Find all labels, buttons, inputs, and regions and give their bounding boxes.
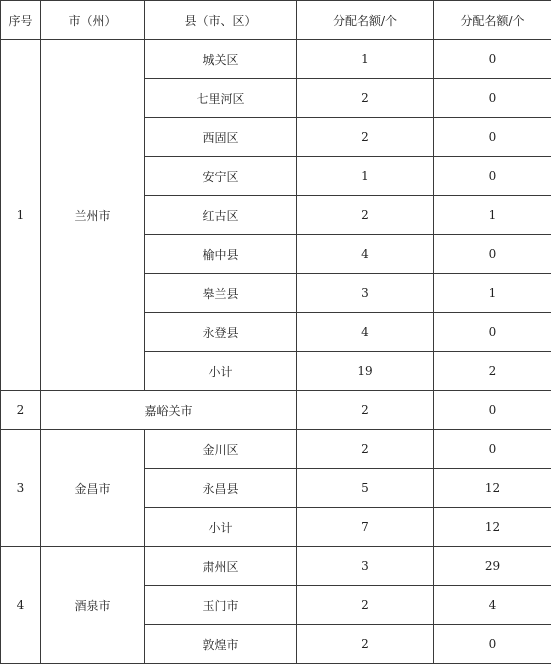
quota-b-cell: 4 xyxy=(434,586,551,625)
county-cell: 玉门市 xyxy=(145,586,297,625)
quota-a-cell: 2 xyxy=(297,625,434,664)
quota-b-cell: 2 xyxy=(434,352,551,391)
quota-b-cell: 1 xyxy=(434,274,551,313)
quota-a-cell: 1 xyxy=(297,40,434,79)
quota-a-cell: 2 xyxy=(297,586,434,625)
quota-a-cell: 2 xyxy=(297,430,434,469)
county-cell: 皋兰县 xyxy=(145,274,297,313)
quota-a-cell: 1 xyxy=(297,157,434,196)
city-cell: 兰州市 xyxy=(41,40,145,391)
header-county: 县（市、区） xyxy=(145,1,297,40)
county-cell: 榆中县 xyxy=(145,235,297,274)
quota-b-cell: 0 xyxy=(434,391,551,430)
city-cell: 嘉峪关市 xyxy=(41,391,297,430)
quota-b-cell: 0 xyxy=(434,625,551,664)
quota-b-cell: 0 xyxy=(434,157,551,196)
seq-cell: 3 xyxy=(1,430,41,547)
quota-a-cell: 2 xyxy=(297,118,434,157)
quota-a-cell: 5 xyxy=(297,469,434,508)
county-cell: 永昌县 xyxy=(145,469,297,508)
header-quota-a: 分配名额/个 xyxy=(297,1,434,40)
county-cell: 金川区 xyxy=(145,430,297,469)
header-seq: 序号 xyxy=(1,1,41,40)
county-cell: 肃州区 xyxy=(145,547,297,586)
quota-a-cell: 4 xyxy=(297,313,434,352)
quota-a-cell: 4 xyxy=(297,235,434,274)
table-row xyxy=(1,391,551,430)
county-cell: 小计 xyxy=(145,508,297,547)
quota-b-cell: 1 xyxy=(434,196,551,235)
county-cell: 安宁区 xyxy=(145,157,297,196)
table-row xyxy=(1,40,551,79)
quota-b-cell: 0 xyxy=(434,79,551,118)
quota-b-cell: 0 xyxy=(434,313,551,352)
seq-cell: 1 xyxy=(1,40,41,391)
quota-a-cell: 19 xyxy=(297,352,434,391)
county-cell: 红古区 xyxy=(145,196,297,235)
quota-b-cell: 12 xyxy=(434,508,551,547)
quota-b-cell: 12 xyxy=(434,469,551,508)
header-quota-b: 分配名额/个 xyxy=(434,1,551,40)
seq-cell: 2 xyxy=(1,391,41,430)
quota-a-cell: 2 xyxy=(297,196,434,235)
quota-b-cell: 0 xyxy=(434,430,551,469)
county-cell: 七里河区 xyxy=(145,79,297,118)
county-cell: 西固区 xyxy=(145,118,297,157)
quota-b-cell: 0 xyxy=(434,235,551,274)
table-row xyxy=(1,547,551,586)
seq-cell: 4 xyxy=(1,547,41,664)
county-cell: 城关区 xyxy=(145,40,297,79)
quota-a-cell: 3 xyxy=(297,547,434,586)
quota-a-cell: 2 xyxy=(297,391,434,430)
county-cell: 永登县 xyxy=(145,313,297,352)
header-city: 市（州） xyxy=(41,1,145,40)
quota-a-cell: 2 xyxy=(297,79,434,118)
quota-b-cell: 0 xyxy=(434,118,551,157)
table-header-row xyxy=(1,1,551,40)
county-cell: 小计 xyxy=(145,352,297,391)
quota-b-cell: 0 xyxy=(434,40,551,79)
city-cell: 金昌市 xyxy=(41,430,145,547)
quota-a-cell: 3 xyxy=(297,274,434,313)
table-row xyxy=(1,430,551,469)
city-cell: 酒泉市 xyxy=(41,547,145,664)
quota-b-cell: 29 xyxy=(434,547,551,586)
county-cell: 敦煌市 xyxy=(145,625,297,664)
quota-a-cell: 7 xyxy=(297,508,434,547)
